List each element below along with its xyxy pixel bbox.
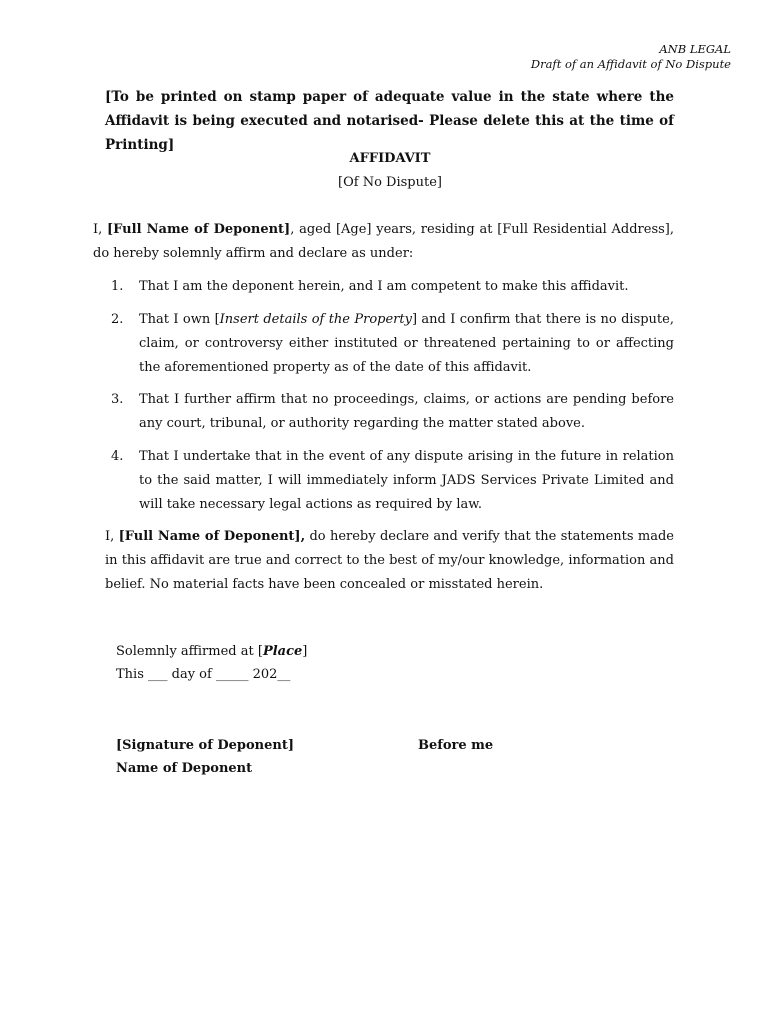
declaration-paragraph [105, 525, 674, 597]
deponent-name-placeholder: [Full Name of Deponent], [118, 529, 306, 544]
firm-name: ANB LEGAL [659, 42, 731, 56]
item-number: 4. [111, 449, 124, 464]
item-text: That I am the deponent herein, and I am competent to make this affidavit. [139, 279, 629, 294]
intro-paragraph [93, 218, 674, 266]
place-prefix: Solemnly affirmed at [ [116, 644, 263, 659]
item-number: 3. [111, 392, 124, 407]
draft-description: Draft of an Affidavit of No Dispute [530, 57, 731, 71]
place-line [116, 640, 307, 663]
place-suffix: ] [302, 644, 308, 659]
list-item [105, 308, 674, 380]
place-placeholder: Place [262, 644, 303, 659]
property-details-placeholder: Insert details of the Property [219, 312, 412, 327]
declaration-text: do hereby declare and verify that the statements made in this affidavit are true and correct to the best of my/our knowledge, information and belief. No material facts have been concealed or misstated herein. [105, 529, 674, 592]
item-number: 1. [111, 279, 124, 294]
list-item [105, 275, 674, 299]
item-text: That I undertake that in the event of any dispute arising in the future in relation to the said matter, I will immediately inform JADS Services Private Limited and will take necessary legal actions as required by law. [139, 449, 674, 512]
declaration-prefix: I, [105, 529, 119, 544]
list-item [105, 445, 674, 517]
signature-label: [Signature of Deponent] [116, 738, 294, 753]
intro-prefix: I, [93, 222, 108, 237]
item-text: ] and I confirm that there is no dispute, claim, or controversy either instituted or threatened pertaining to or affecting the aforementioned property as of the date of this affidavit. [139, 312, 674, 375]
document-subtitle: [Of No Dispute] [338, 175, 442, 190]
affirmation-block [116, 640, 307, 686]
deponent-name-label: Name of Deponent [116, 761, 253, 776]
document-header [531, 42, 731, 72]
list-item [105, 388, 674, 436]
before-me-label: Before me [418, 738, 494, 753]
printing-instruction: [To be printed on stamp paper of adequate value in the state where the Affidavit is being executed and notarised- Please delete this at the time of Printing] [105, 89, 674, 153]
date-line: This ___ day of _____ 202__ [116, 667, 291, 682]
item-text: That I further affirm that no proceedings, claims, or actions are pending before any court, tribunal, or authority regarding the matter stated above. [139, 392, 674, 431]
item-text: That I own [ [139, 312, 220, 327]
intro-text: , aged [Age] years, residing at [Full Residential Address], do hereby solemnly affirm and declare as under: [93, 222, 674, 261]
document-title: AFFIDAVIT [349, 151, 431, 166]
item-number: 2. [111, 312, 124, 327]
signature-block [116, 734, 294, 780]
deponent-name-placeholder: [Full Name of Deponent] [107, 222, 291, 237]
